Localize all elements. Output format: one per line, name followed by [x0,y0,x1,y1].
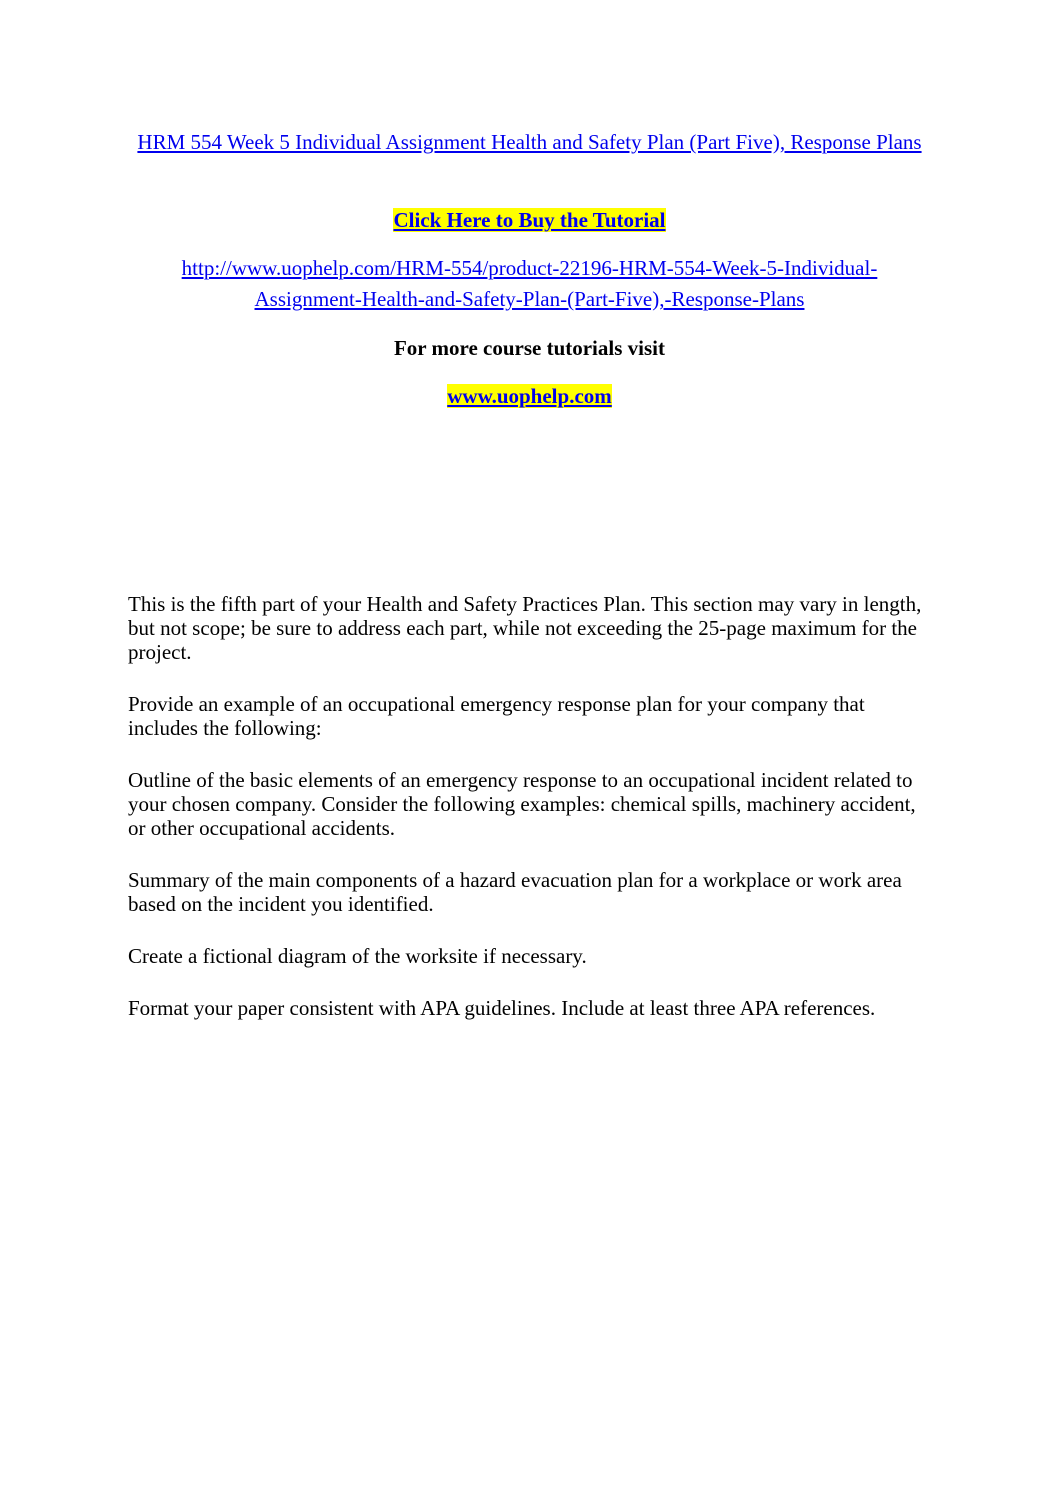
paragraph: This is the fifth part of your Health and Safety Practices Plan. This section may vary in length, but not scope; be sure to address each part, while not exceeding the 25-page maximum for the project. [128,592,922,664]
site-link-block [128,381,931,412]
site-link[interactable]: www.uophelp.com [447,384,612,408]
paragraph: Summary of the main components of a hazard evacuation plan for a workplace or work area based on the incident you identified. [128,868,902,916]
product-url-link[interactable] [182,256,878,311]
visit-text: For more course tutorials visit [393,336,665,360]
paragraph: Provide an example of an occupational emergency response plan for your company that includes the following: [128,692,865,740]
product-url-block [128,253,931,315]
product-url-line-1: http://www.uophelp.com/HRM-554/product-22196-HRM-554-Week-5-Individual- [181,256,878,280]
paragraph: Outline of the basic elements of an emergency response to an occupational incident related to your chosen company. Consider the following examples: chemical spills, machinery accident, or other occupational accidents. [128,768,916,840]
assignment-body [128,592,931,1048]
paragraph: Create a fictional diagram of the worksite if necessary. [128,944,587,968]
buy-tutorial-link[interactable]: Click Here to Buy the Tutorial [393,208,666,232]
title-link[interactable]: HRM 554 Week 5 Individual Assignment Health and Safety Plan (Part Five), Response Plans [137,130,922,154]
buy-link-block [128,205,931,236]
paragraph: Format your paper consistent with APA guidelines. Include at least three APA references. [128,996,876,1020]
product-url-line-2: Assignment-Health-and-Safety-Plan-(Part-Five),-Response-Plans [254,287,805,311]
title-link-block [128,127,931,158]
